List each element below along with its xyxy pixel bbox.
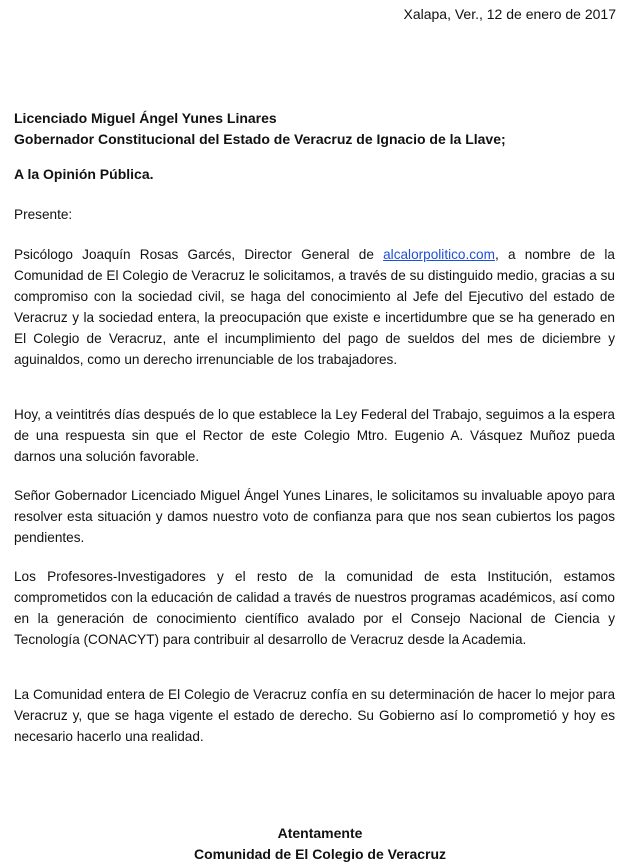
closing-signature: Comunidad de El Colegio de Veracruz: [193, 846, 447, 862]
letter-date: Xalapa, Ver., 12 de enero de 2017: [403, 6, 616, 22]
public-address: A la Opinión Pública.: [14, 166, 154, 182]
paragraph-1-text-b: , a nombre de la Comunidad de El Colegio de Veracruz le solicitamos, a través de su distinguido medio, gracias a su compromiso con la sociedad civil, se haga del conocimiento al Jefe del Ejecutivo del estado de Veracruz y la sociedad entera, la preocupación que existe e incertidumbre que se ha generado en El Colegio de Veracruz, ante el incumplimiento del pago de sueldos del mes de diciembre y aguinaldos, como un derecho irrenunciable de los trabajadores.: [14, 247, 615, 367]
recipient-name: Licenciado Miguel Ángel Yunes Linares: [14, 110, 277, 126]
paragraph-1: [14, 244, 615, 370]
recipient-title: Gobernador Constitucional del Estado de Veracruz de Ignacio de la Llave;: [14, 131, 506, 147]
closing-salutation: Atentamente: [277, 825, 363, 841]
paragraph-3: Señor Gobernador Licenciado Miguel Ángel Yunes Linares, le solicitamos su invaluable apoyo para resolver esta situación y damos nuestro voto de confianza para que nos sean cubiertos los pagos pendientes.: [14, 488, 615, 545]
greeting: Presente:: [14, 207, 73, 222]
paragraph-4: Los Profesores-Investigadores y el resto de la comunidad de esta Institución, estamos comprometidos con la educación de calidad a través de nuestros programas académicos, así como en la generación de conocimiento científico avalado por el Consejo Nacional de Ciencia y Tecnología (CONACYT) para contribuir al desarrollo de Veracruz desde la Academia.: [14, 569, 615, 647]
paragraph-2: Hoy, a veintitrés días después de lo que establece la Ley Federal del Trabajo, seguimos a la espera de una respuesta sin que el Rector de este Colegio Mtro. Eugenio A. Vásquez Muñoz pueda darnos una solución favorable.: [14, 407, 615, 464]
paragraph-5: La Comunidad entera de El Colegio de Veracruz confía en su determinación de hacer lo mejor para Veracruz y, que se haga vigente el estado de derecho. Su Gobierno así lo comprometió y hoy es necesario hacerlo una realidad.: [14, 687, 615, 744]
paragraph-1-text-a: Psicólogo Joaquín Rosas Garcés, Director General de: [14, 247, 384, 262]
recipient-block: [14, 108, 615, 150]
alcalorpolitico-link[interactable]: alcalorpolitico.com: [383, 247, 495, 262]
